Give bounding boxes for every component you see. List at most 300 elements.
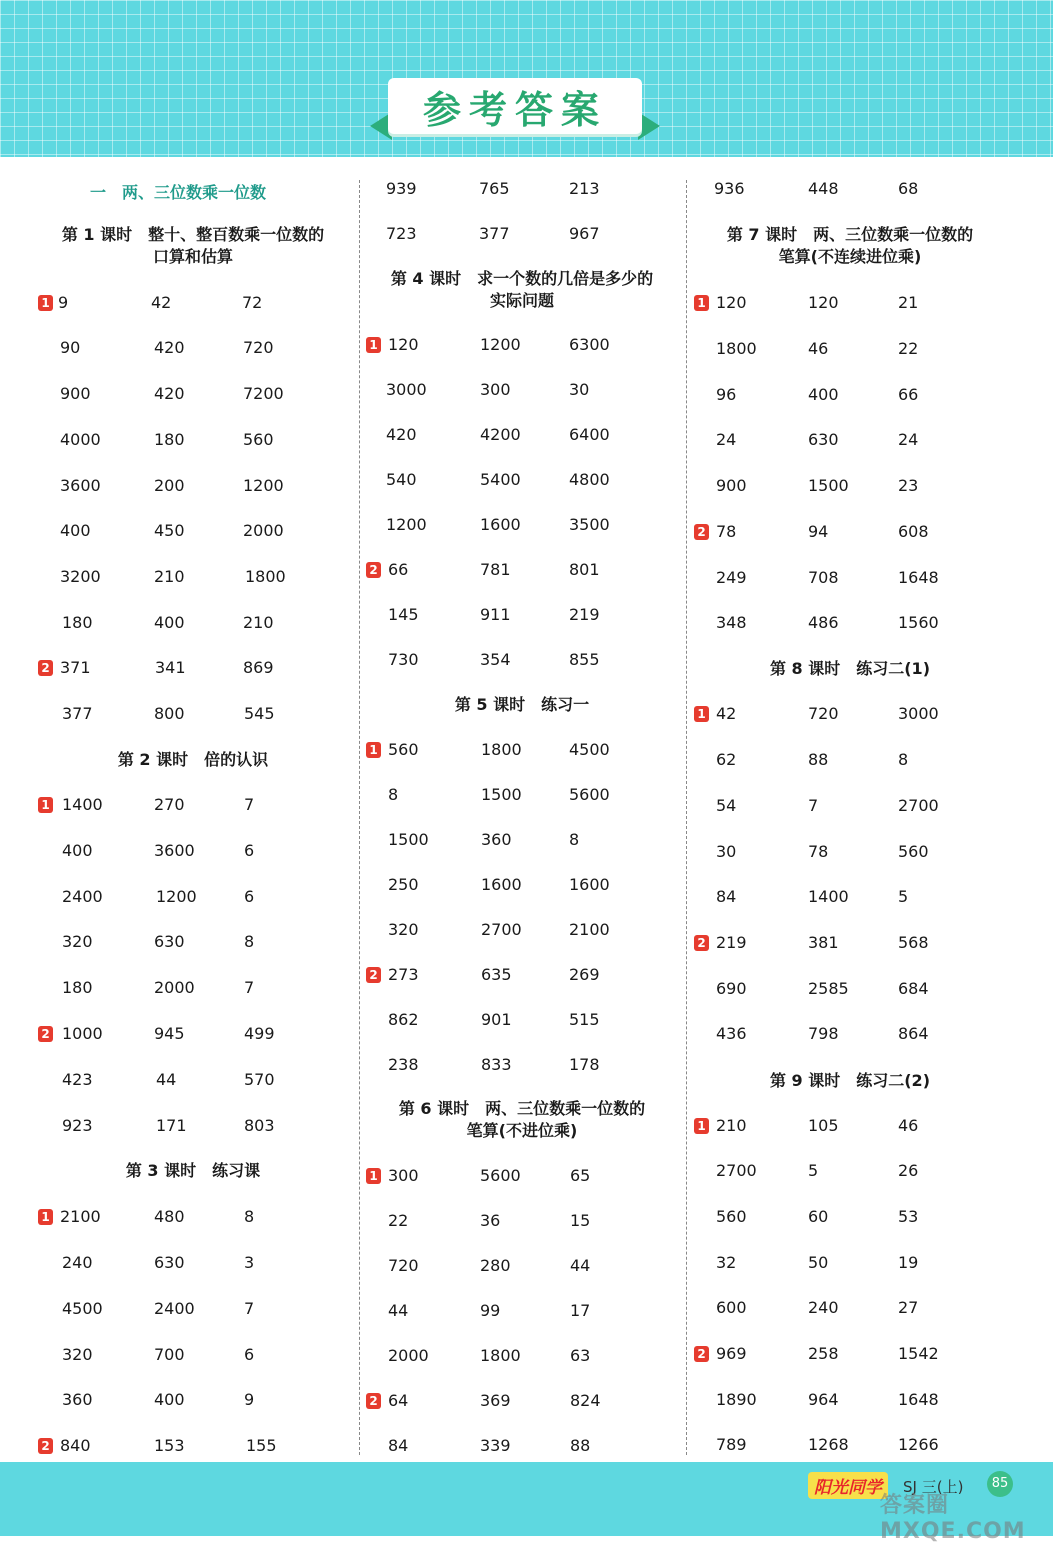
answer-cell: 44: [388, 1301, 409, 1320]
answer-cell: 320: [62, 1345, 93, 1364]
question-badge: 2: [38, 1026, 53, 1042]
answer-cell: 360: [481, 830, 512, 849]
answer-cell: 969: [716, 1344, 747, 1363]
answer-cell: 178: [569, 1055, 600, 1074]
answer-cell: 62: [716, 750, 737, 769]
answer-cell: 3: [244, 1253, 255, 1272]
answer-row: [366, 560, 686, 584]
answer-cell: 6400: [569, 425, 610, 444]
page-title: 参考答案: [422, 87, 607, 132]
lesson-heading-line: 第 7 课时 两、三位数乘一位数的: [726, 225, 974, 244]
answer-row: [694, 1253, 1014, 1277]
answer-cell: 96: [716, 385, 737, 404]
answer-row: [366, 1211, 686, 1235]
answer-cell: 300: [388, 1166, 419, 1185]
question-badge: 1: [366, 1168, 381, 1184]
answer-cell: 515: [569, 1010, 600, 1029]
answer-cell: 923: [62, 1116, 93, 1135]
answer-cell: 8: [244, 1207, 255, 1226]
answer-row: [366, 830, 686, 854]
answer-cell: 8: [244, 932, 255, 951]
answer-cell: 1500: [481, 785, 522, 804]
answer-cell: 145: [388, 605, 419, 624]
answer-row: [694, 385, 1014, 409]
answer-cell: 560: [716, 1207, 747, 1226]
answer-row: [38, 521, 358, 545]
answer-cell: 7: [244, 1299, 255, 1318]
answer-cell: 630: [154, 932, 185, 951]
answer-cell: 1200: [243, 476, 284, 495]
answer-row: [366, 740, 686, 764]
answer-row: [366, 650, 686, 674]
answer-cell: 171: [156, 1116, 187, 1135]
answer-cell: 708: [808, 568, 839, 587]
answer-cell: 24: [716, 430, 737, 449]
answer-cell: 68: [898, 179, 919, 198]
answer-cell: 723: [386, 224, 417, 243]
answer-cell: 320: [388, 920, 419, 939]
answer-row: [38, 841, 358, 865]
answer-row: [694, 476, 1014, 500]
lesson-heading: 第 3 课时 练习课: [125, 1161, 261, 1180]
answer-cell: 64: [388, 1391, 409, 1410]
answer-cell: 210: [243, 613, 274, 632]
answer-row: [38, 384, 358, 408]
answer-cell: 781: [480, 560, 511, 579]
lesson-heading-line: 笔算(不连续进位乘): [778, 247, 922, 266]
answer-row: [38, 658, 358, 682]
answer-cell: 730: [388, 650, 419, 669]
answer-row: [38, 1436, 358, 1460]
question-badge: 2: [366, 562, 381, 578]
answer-row: [694, 887, 1014, 911]
answer-cell: 9: [244, 1390, 255, 1409]
answer-cell: 210: [716, 1116, 747, 1135]
answer-cell: 250: [388, 875, 419, 894]
answer-cell: 44: [570, 1256, 591, 1275]
answer-cell: 120: [716, 293, 747, 312]
answer-cell: 400: [808, 385, 839, 404]
answer-cell: 240: [808, 1298, 839, 1317]
answer-row: [366, 179, 686, 203]
answer-cell: 5: [808, 1161, 819, 1180]
answer-cell: 5400: [480, 470, 521, 489]
answer-cell: 2100: [569, 920, 610, 939]
title-box: [388, 78, 642, 134]
answer-cell: 7: [808, 796, 819, 815]
answer-row: [366, 1256, 686, 1280]
answer-cell: 1890: [716, 1390, 757, 1409]
answer-cell: 4500: [62, 1299, 103, 1318]
answer-cell: 3000: [898, 704, 939, 723]
answer-row: [694, 293, 1014, 317]
answer-cell: 1400: [62, 795, 103, 814]
answer-cell: 339: [480, 1436, 511, 1455]
answer-cell: 72: [242, 293, 263, 312]
answer-row: [694, 613, 1014, 637]
answer-cell: 7: [244, 795, 255, 814]
answer-cell: 450: [154, 521, 185, 540]
answer-cell: 700: [154, 1345, 185, 1364]
answer-cell: 36: [480, 1211, 501, 1230]
answer-row: [38, 1390, 358, 1414]
answer-cell: 63: [570, 1346, 591, 1365]
answer-cell: 6: [244, 887, 255, 906]
answer-cell: 210: [154, 567, 185, 586]
answer-cell: 900: [716, 476, 747, 495]
answer-cell: 436: [716, 1024, 747, 1043]
answer-row: [694, 339, 1014, 363]
answer-row: [38, 1253, 358, 1277]
answer-row: [366, 965, 686, 989]
answer-row: [38, 932, 358, 956]
question-badge: 1: [38, 295, 53, 311]
answer-cell: 5600: [569, 785, 610, 804]
answer-cell: 630: [808, 430, 839, 449]
answer-cell: 8: [898, 750, 909, 769]
answer-cell: 24: [898, 430, 919, 449]
answer-cell: 8: [388, 785, 399, 804]
answer-cell: 3600: [154, 841, 195, 860]
answer-cell: 22: [388, 1211, 409, 1230]
column-divider: [359, 180, 360, 1455]
answer-row: [366, 1346, 686, 1370]
answer-cell: 1800: [245, 567, 286, 586]
answer-cell: 4200: [480, 425, 521, 444]
answer-row: [694, 796, 1014, 820]
question-badge: 1: [694, 295, 709, 311]
answer-cell: 1400: [808, 887, 849, 906]
answer-row: [366, 1436, 686, 1460]
answer-row: [366, 380, 686, 404]
answer-cell: 27: [898, 1298, 919, 1317]
answer-cell: 789: [716, 1435, 747, 1454]
answer-cell: 568: [898, 933, 929, 952]
answer-cell: 630: [154, 1253, 185, 1272]
answer-cell: 90: [60, 338, 81, 357]
answer-cell: 1600: [569, 875, 610, 894]
answer-cell: 269: [569, 965, 600, 984]
answer-cell: 720: [243, 338, 274, 357]
answer-cell: 53: [898, 1207, 919, 1226]
answer-cell: 2700: [481, 920, 522, 939]
answer-row: [38, 1024, 358, 1048]
answer-cell: 448: [808, 179, 839, 198]
answer-cell: 423: [62, 1070, 93, 1089]
answer-cell: 480: [154, 1207, 185, 1226]
answer-row: [366, 425, 686, 449]
answer-row: [366, 224, 686, 248]
answer-row: [366, 920, 686, 944]
answer-cell: 608: [898, 522, 929, 541]
answer-row: [694, 179, 1014, 203]
lesson-heading-line: 口算和估算: [152, 247, 233, 266]
answer-cell: 1800: [480, 1346, 521, 1365]
answer-cell: 855: [569, 650, 600, 669]
answer-cell: 400: [60, 521, 91, 540]
answer-cell: 1200: [156, 887, 197, 906]
page-number: 85: [987, 1471, 1013, 1497]
answer-cell: 798: [808, 1024, 839, 1043]
answer-row: [366, 785, 686, 809]
answer-cell: 377: [479, 224, 510, 243]
answer-cell: 153: [154, 1436, 185, 1455]
answer-cell: 26: [898, 1161, 919, 1180]
answer-cell: 600: [716, 1298, 747, 1317]
lesson-heading: 第 2 课时 倍的认识: [117, 750, 269, 769]
answer-cell: 6: [244, 841, 255, 860]
answer-cell: 840: [60, 1436, 91, 1455]
answer-cell: 78: [716, 522, 737, 541]
answer-cell: 420: [386, 425, 417, 444]
answer-cell: 1500: [808, 476, 849, 495]
answer-cell: 377: [62, 704, 93, 723]
answer-cell: 180: [62, 613, 93, 632]
answer-cell: 765: [479, 179, 510, 198]
question-badge: 2: [38, 1438, 53, 1454]
answer-cell: 1648: [898, 568, 939, 587]
answer-cell: 3200: [60, 567, 101, 586]
answer-cell: 1542: [898, 1344, 939, 1363]
answer-row: [694, 842, 1014, 866]
answer-cell: 88: [570, 1436, 591, 1455]
answer-cell: 420: [154, 338, 185, 357]
answer-cell: 2000: [243, 521, 284, 540]
lesson-heading: 第 9 课时 练习二(2): [769, 1071, 931, 1090]
answer-cell: 258: [808, 1344, 839, 1363]
answer-row: [366, 470, 686, 494]
answer-cell: 84: [716, 887, 737, 906]
answer-cell: 84: [388, 1436, 409, 1455]
answer-cell: 800: [154, 704, 185, 723]
answer-cell: 6: [244, 1345, 255, 1364]
answer-cell: 219: [716, 933, 747, 952]
question-badge: 2: [694, 935, 709, 951]
lesson-heading-line: 第 1 课时 整十、整百数乘一位数的: [61, 225, 325, 244]
answer-row: [694, 430, 1014, 454]
question-badge: 1: [38, 797, 53, 813]
answer-cell: 5600: [480, 1166, 521, 1185]
answer-cell: 381: [808, 933, 839, 952]
answer-cell: 54: [716, 796, 737, 815]
answer-row: [694, 979, 1014, 1003]
answer-cell: 2585: [808, 979, 849, 998]
answer-cell: 369: [480, 1391, 511, 1410]
answer-row: [694, 568, 1014, 592]
answer-cell: 219: [569, 605, 600, 624]
answer-cell: 570: [244, 1070, 275, 1089]
answer-cell: 720: [388, 1256, 419, 1275]
answer-cell: 560: [243, 430, 274, 449]
answer-cell: 46: [808, 339, 829, 358]
answer-cell: 78: [808, 842, 829, 861]
answer-cell: 3500: [569, 515, 610, 534]
answer-row: [38, 430, 358, 454]
answer-cell: 400: [154, 613, 185, 632]
answer-row: [38, 293, 358, 317]
answer-cell: 5: [898, 887, 909, 906]
answer-cell: 46: [898, 1116, 919, 1135]
lesson-heading: [694, 224, 1006, 268]
answer-cell: 545: [244, 704, 275, 723]
question-badge: 1: [38, 1209, 53, 1225]
question-badge: 1: [366, 742, 381, 758]
answer-cell: 42: [716, 704, 737, 723]
question-badge: 2: [694, 524, 709, 540]
answer-row: [38, 1299, 358, 1323]
answer-row: [38, 887, 358, 911]
answer-cell: 862: [388, 1010, 419, 1029]
answer-cell: 560: [388, 740, 419, 759]
answer-cell: 66: [388, 560, 409, 579]
watermark: 答案圈 MXQE.COM: [880, 1493, 1026, 1544]
answer-cell: 200: [154, 476, 185, 495]
answer-cell: 65: [570, 1166, 591, 1185]
lesson-heading-line: 第 4 课时 求一个数的几倍是多少的: [390, 269, 654, 288]
answer-row: [694, 1435, 1014, 1459]
answer-cell: 320: [62, 932, 93, 951]
answer-row: [38, 1116, 358, 1140]
answer-cell: 88: [808, 750, 829, 769]
answer-row: [38, 1207, 358, 1231]
answer-cell: 801: [569, 560, 600, 579]
lesson-heading: [366, 268, 678, 312]
answer-cell: 900: [60, 384, 91, 403]
answer-row: [366, 875, 686, 899]
answer-row: [366, 1055, 686, 1079]
question-badge: 2: [366, 967, 381, 983]
answer-cell: 270: [154, 795, 185, 814]
answer-cell: 120: [388, 335, 419, 354]
answer-cell: 1600: [481, 875, 522, 894]
answer-row: [38, 704, 358, 728]
answer-cell: 280: [480, 1256, 511, 1275]
answer-cell: 60: [808, 1207, 829, 1226]
lesson-heading-line: 第 6 课时 两、三位数乘一位数的: [398, 1099, 646, 1118]
answer-cell: 300: [480, 380, 511, 399]
answer-cell: 30: [716, 842, 737, 861]
answer-cell: 66: [898, 385, 919, 404]
answer-row: [694, 1161, 1014, 1185]
answer-cell: 720: [808, 704, 839, 723]
answer-cell: 2400: [62, 887, 103, 906]
answer-cell: 2700: [716, 1161, 757, 1180]
answer-row: [38, 338, 358, 362]
question-badge: 2: [38, 660, 53, 676]
answer-cell: 2400: [154, 1299, 195, 1318]
answer-cell: 901: [481, 1010, 512, 1029]
answer-cell: 420: [154, 384, 185, 403]
answer-cell: 105: [808, 1116, 839, 1135]
answer-cell: 213: [569, 179, 600, 198]
unit-title: 一 两、三位数乘一位数: [90, 183, 267, 202]
answer-cell: 911: [480, 605, 511, 624]
answer-row: [366, 1301, 686, 1325]
answer-cell: 32: [716, 1253, 737, 1272]
answer-row: [38, 978, 358, 1002]
answer-cell: 9: [58, 293, 69, 312]
answer-cell: 833: [481, 1055, 512, 1074]
lesson-heading: 第 8 课时 练习二(1): [769, 659, 931, 678]
question-badge: 2: [694, 1346, 709, 1362]
answer-cell: 1266: [898, 1435, 939, 1454]
answer-row: [694, 1024, 1014, 1048]
brand-logo: 阳光同学: [808, 1472, 888, 1499]
answer-row: [694, 1390, 1014, 1414]
answer-cell: 360: [62, 1390, 93, 1409]
answer-cell: 2000: [388, 1346, 429, 1365]
answer-cell: 964: [808, 1390, 839, 1409]
answer-cell: 180: [154, 430, 185, 449]
answer-cell: 4000: [60, 430, 101, 449]
answer-cell: 869: [243, 658, 274, 677]
answer-cell: 486: [808, 613, 839, 632]
answer-cell: 240: [62, 1253, 93, 1272]
answer-cell: 3000: [386, 380, 427, 399]
answer-cell: 939: [386, 179, 417, 198]
answer-cell: 99: [480, 1301, 501, 1320]
answer-cell: 400: [62, 841, 93, 860]
answer-row: [366, 1010, 686, 1034]
answer-cell: 1200: [480, 335, 521, 354]
answer-row: [694, 1298, 1014, 1322]
answer-cell: 2000: [154, 978, 195, 997]
answer-row: [38, 476, 358, 500]
answer-row: [694, 1344, 1014, 1368]
answer-cell: 354: [480, 650, 511, 669]
answer-cell: 1600: [480, 515, 521, 534]
answer-cell: 635: [481, 965, 512, 984]
answer-row: [694, 1116, 1014, 1140]
answer-cell: 8: [569, 830, 580, 849]
answer-cell: 23: [898, 476, 919, 495]
answer-cell: 155: [246, 1436, 277, 1455]
answer-cell: 824: [570, 1391, 601, 1410]
answer-cell: 400: [154, 1390, 185, 1409]
answer-cell: 7200: [243, 384, 284, 403]
answer-cell: 348: [716, 613, 747, 632]
answer-cell: 4800: [569, 470, 610, 489]
answer-cell: 4500: [569, 740, 610, 759]
answer-cell: 499: [244, 1024, 275, 1043]
answer-cell: 2700: [898, 796, 939, 815]
answer-row: [38, 795, 358, 819]
answer-cell: 94: [808, 522, 829, 541]
lesson-heading-line: 笔算(不进位乘): [466, 1121, 578, 1140]
answer-cell: 7: [244, 978, 255, 997]
answer-row: [366, 1166, 686, 1190]
question-badge: 2: [366, 1393, 381, 1409]
answer-row: [694, 704, 1014, 728]
answer-row: [38, 613, 358, 637]
answer-row: [694, 1207, 1014, 1231]
column-divider: [686, 180, 687, 1455]
question-badge: 1: [366, 337, 381, 353]
answer-cell: 967: [569, 224, 600, 243]
lesson-heading: [38, 224, 348, 268]
grade-label: SJ 三(上): [903, 1478, 964, 1496]
answer-cell: 1500: [388, 830, 429, 849]
answer-cell: 2100: [60, 1207, 101, 1226]
answer-cell: 1268: [808, 1435, 849, 1454]
question-badge: 1: [694, 1118, 709, 1134]
answer-cell: 1000: [62, 1024, 103, 1043]
answer-row: [694, 750, 1014, 774]
answer-row: [366, 335, 686, 359]
answer-row: [38, 1345, 358, 1369]
answer-row: [38, 567, 358, 591]
answer-cell: 1200: [386, 515, 427, 534]
